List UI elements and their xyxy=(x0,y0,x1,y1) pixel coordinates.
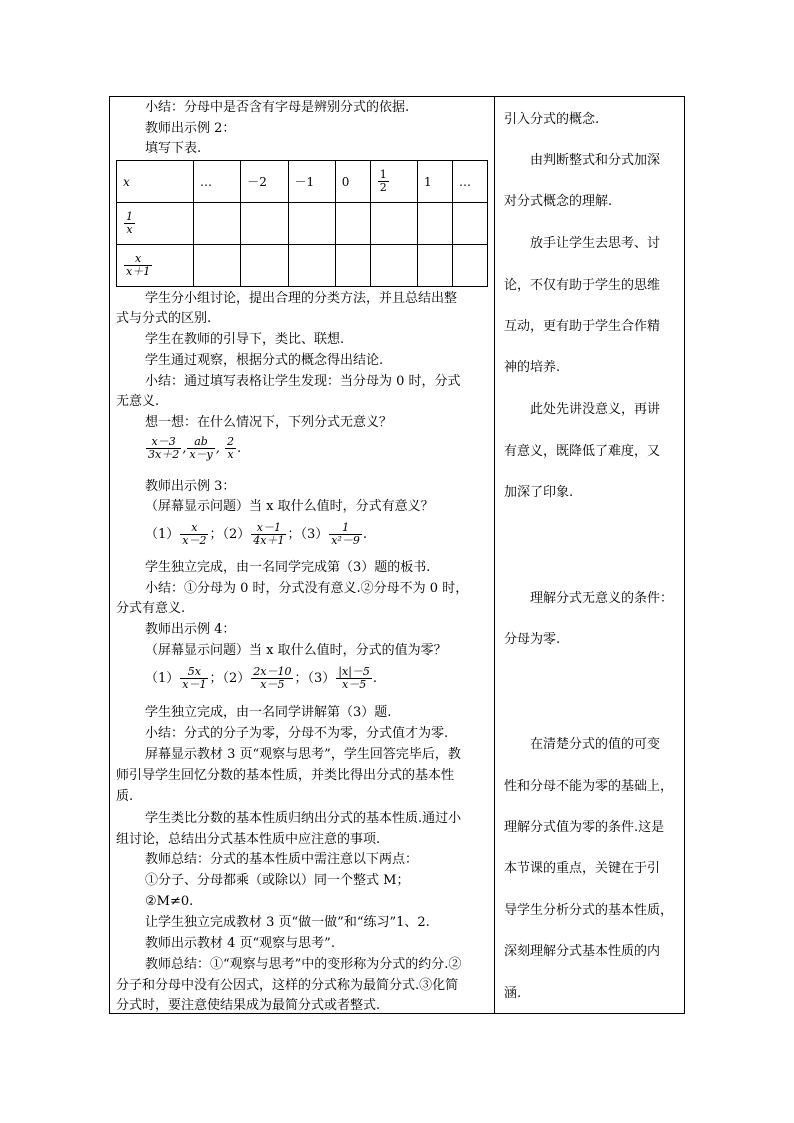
table-cell xyxy=(241,245,288,287)
table-cell xyxy=(453,245,488,287)
table-cell xyxy=(335,245,370,287)
side-note: 加深了印象. xyxy=(504,485,574,500)
table-cell: x xyxy=(117,161,194,203)
value-table xyxy=(116,160,488,287)
paragraph-line: 组讨论，总结出分式基本性质中应注意的事项. xyxy=(116,832,381,847)
side-note: 本节课的重点，关键在于引 xyxy=(504,861,661,876)
side-note: 放手让学生去思考、讨 xyxy=(530,236,661,251)
side-note: 理解分式无意义的条件： xyxy=(530,591,674,606)
side-note: 论，不仅有助于学生的思维 xyxy=(504,278,661,293)
example-2-title: 教师出示例 2： xyxy=(145,121,236,136)
table-cell xyxy=(241,203,288,245)
side-note: 神的培养. xyxy=(504,360,561,375)
table-cell xyxy=(418,245,453,287)
think-question: 想一想：在什么情况下，下列分式无意义？ xyxy=(145,415,393,430)
paragraph-line: 学生通过观察，根据分式的概念得出结论. xyxy=(145,353,384,368)
table-cell xyxy=(194,203,241,245)
paragraph-line: 分式有意义. xyxy=(116,601,186,616)
paragraph-line: 小结：分式的分子为零，分母不为零，分式值才为零. xyxy=(145,726,449,741)
table-cell xyxy=(453,203,488,245)
paragraph-line: 质. xyxy=(116,789,134,804)
table-row xyxy=(117,203,488,245)
paragraph-line: 教师出示教材 4 页“观察与思考”. xyxy=(145,936,335,951)
side-note: 有意义，既降低了难度，又 xyxy=(504,444,661,459)
column-divider xyxy=(494,96,495,1014)
summary-1: 小结：分母中是否含有字母是辨别分式的依据. xyxy=(145,100,410,115)
table-cell: 0 xyxy=(335,161,370,203)
fraction: $\frac{x-1}{4x+1}$ xyxy=(253,521,285,547)
fraction: $\frac{x}{x+1}$ xyxy=(126,252,151,278)
table-cell xyxy=(194,245,241,287)
side-note: 引入分式的概念. xyxy=(504,112,600,127)
side-note: 由判断整式和分式加深 xyxy=(530,153,661,168)
side-note: 分母为零. xyxy=(504,632,561,647)
table-cell: 1 xyxy=(418,161,453,203)
example-4-fractions: （1） $\frac{5x}{x-1}$ ；（2） $\frac{2x-10}{x-5}$ ；（3） $\frac{|x|-5}{x-5}$ . xyxy=(145,665,378,691)
fraction: $\frac{1}{2}$ xyxy=(379,168,387,194)
example-3-question: （屏幕显示问题）当 x 取什么值时，分式有意义？ xyxy=(145,499,434,514)
side-note: 对分式概念的理解. xyxy=(504,194,613,209)
paragraph-line: ②M≠0. xyxy=(145,894,194,909)
side-note: 互动，更有助于学生合作精 xyxy=(504,319,661,334)
table-cell xyxy=(370,203,417,245)
side-note: 涵. xyxy=(504,986,522,1001)
undefined-fractions: $\frac{x-3}{3x+2}$ , $\frac{ab}{x-y}$ , $\frac{2}{x}$ . xyxy=(148,435,242,461)
paragraph-line: 让学生独立完成教材 3 页“做一做”和“练习”1、2. xyxy=(145,915,430,930)
fraction: $\frac{|x|-5}{x-5}$ xyxy=(338,665,370,691)
paragraph-line: 屏幕显示教材 3 页“观察与思考”，学生回答完毕后，教 xyxy=(145,747,461,762)
side-note: 在清楚分式的值的可变 xyxy=(530,737,661,752)
fraction: $\frac{ab}{x-y}$ xyxy=(189,435,213,461)
side-note: 理解分式值为零的条件.这是 xyxy=(504,820,665,835)
fraction: $\frac{5x}{x-1}$ xyxy=(182,665,207,691)
paragraph-line: 式与分式的区别. xyxy=(116,311,212,326)
table-cell xyxy=(418,203,453,245)
paragraph-line: 分子和分母中没有公因式，这样的分式称为最简分式.③化简 xyxy=(116,978,459,993)
table-cell xyxy=(335,203,370,245)
table-cell xyxy=(117,203,194,245)
fraction: $\frac{1}{x}$ xyxy=(126,210,133,236)
paragraph-line: 学生独立完成，由一名同学完成第（3）题的板书. xyxy=(145,560,431,575)
table-row xyxy=(117,161,488,203)
fraction: $\frac{1}{\text{x²－9}}$ xyxy=(331,521,360,547)
paragraph-line: 小结：①分母为 0 时，分式没有意义.②分母不为 0 时， xyxy=(145,581,469,596)
paragraph-line: 师引导学生回忆分数的基本性质，并类比得出分式的基本性 xyxy=(116,768,455,783)
table-cell: … xyxy=(194,161,241,203)
fraction: $\frac{x}{x-2}$ xyxy=(182,521,207,547)
table-cell xyxy=(370,161,417,203)
fraction: $\frac{2x-10}{x-5}$ xyxy=(253,665,292,691)
fraction: $\frac{2}{x}$ xyxy=(227,435,235,461)
example-4-title: 教师出示例 4： xyxy=(145,622,236,637)
paragraph-line: 学生独立完成，由一名同学讲解第（3）题. xyxy=(145,705,392,720)
side-note: 性和分母不能为零的基础上， xyxy=(504,779,674,794)
paragraph-line: 教师总结：分式的基本性质中需注意以下两点： xyxy=(145,852,419,867)
fraction: $\frac{x-3}{3x+2}$ xyxy=(148,435,180,461)
example-3-fractions: （1） $\frac{x}{x-2}$ ；（2） $\frac{x-1}{4x+1}$ ；（3） $\frac{1}{\text{x²－9}}$ . xyxy=(145,521,368,547)
paragraph-line: 教师总结：①“观察与思考”中的变形称为分式的约分.② xyxy=(145,957,462,972)
table-cell xyxy=(288,245,335,287)
side-note: 此处先讲没意义，再讲 xyxy=(530,402,661,417)
table-cell: … xyxy=(453,161,488,203)
fill-table-instruction: 填写下表. xyxy=(145,141,202,156)
paragraph-line: 分式时，要注意使结果成为最简分式或者整式. xyxy=(116,998,381,1013)
paragraph-line: 学生类比分数的基本性质归纳出分式的基本性质.通过小 xyxy=(145,811,462,826)
table-cell xyxy=(117,245,194,287)
paragraph-line: 无意义. xyxy=(116,394,160,409)
example-4-question: （屏幕显示问题）当 x 取什么值时，分式的值为零？ xyxy=(145,643,447,658)
side-note: 深刻理解分式基本性质的内 xyxy=(504,944,661,959)
table-cell: －1 xyxy=(288,161,335,203)
table-cell: －2 xyxy=(241,161,288,203)
table-cell xyxy=(370,245,417,287)
paragraph-line: 小结：通过填写表格让学生发现：当分母为 0 时，分式 xyxy=(145,374,461,389)
table-cell xyxy=(288,203,335,245)
paragraph-line: 学生分小组讨论，提出合理的分类方法，并且总结出整 xyxy=(145,291,458,306)
side-note: 导学生分析分式的基本性质， xyxy=(504,903,674,918)
paragraph-line: 学生在教师的引导下，类比、联想. xyxy=(145,332,345,347)
table-row xyxy=(117,245,488,287)
paragraph-line: ①分子、分母都乘（或除以）同一个整式 M； xyxy=(145,873,410,888)
example-3-title: 教师出示例 3： xyxy=(145,479,236,494)
